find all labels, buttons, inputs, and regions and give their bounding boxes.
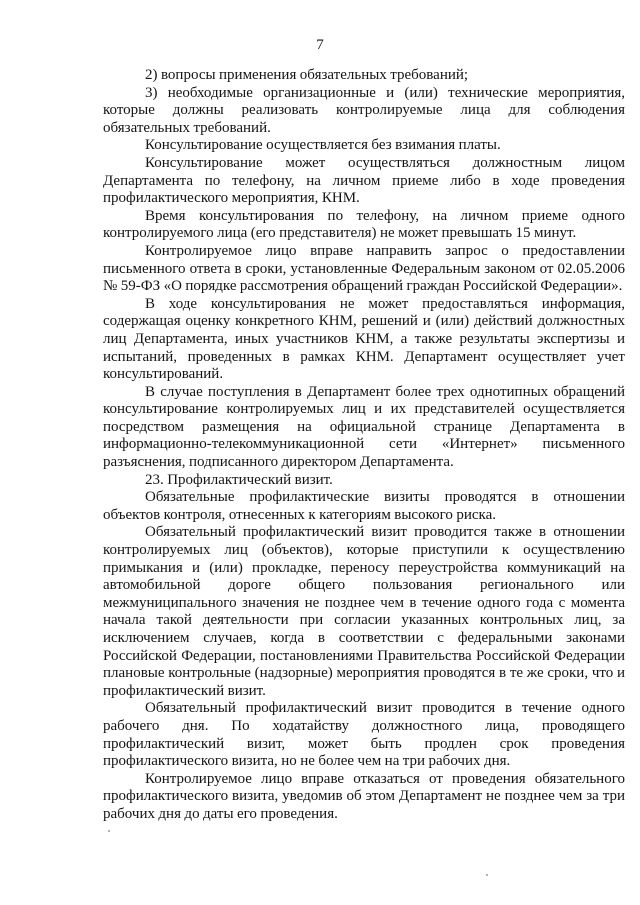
page-number: 7 [316, 37, 324, 53]
paragraph: В случае поступления в Департамент более трех однотипных обращений консультирование контролируемых лиц и их представителей осуществляется посредством размещения на официальной странице Департамента в информационно-телекоммуникационной сети «Интернет» письменного разъяснения, подписанного директором Департамента. [103, 383, 625, 471]
paragraph: Обязательные профилактические визиты проводятся в отношении объектов контроля, отнесенных к категориям высокого риска. [103, 489, 625, 523]
paragraph: Обязательный профилактический визит проводится в течение одного рабочего дня. По ходатайству должностного лица, проводящего профилактический визит, может быть продлен срок проведения профилактического визита, но не более чем на три рабочих дня. [103, 700, 625, 770]
paragraph: Время консультирования по телефону, на личном приеме одного контролируемого лица (его представителя) не может превышать 15 минут. [103, 207, 625, 242]
scan-speck [486, 874, 488, 876]
paragraph: В ходе консультирования не может предоставляться информация, содержащая оценку конкретного КНМ, решений и (или) действий должностных лиц Департамента, иных участников КНМ, а также результаты экспертизы и испытаний, проведенных в рамках КНМ. Департамент осуществляет учет консультирований. [103, 295, 625, 383]
paragraph: Контролируемое лицо вправе отказаться от проведения обязательного профилактического визита, уведомив об этом Департамент не позднее чем за три рабочих дня до даты его проведения. [103, 770, 625, 822]
section-heading: 23. Профилактический визит. [145, 471, 333, 488]
paragraph: 2) вопросы применения обязательных требований; [145, 67, 469, 83]
paragraph: Обязательный профилактический визит проводится также в отношении контролируемых лиц (объектов), которые приступили к осуществлению примыкания и (или) прокладке, переносу переустройства коммуникаций на автомобильной дороге общего пользования регионального или межмуниципального значения не позднее чем в течение одного года с момента начала такой деятельности при согласии указанных контрольных лиц, за исключением случаев, когда в соответствии с федеральными законами Российской Федерации, постановлениями Правительства Российской Федерации плановые контрольные (надзорные) мероприятия проводятся в те же сроки, что и профилактический визит. [103, 524, 625, 699]
document-body [103, 67, 625, 824]
paragraph: Консультирование может осуществляться должностным лицом Департамента по телефону, на личном приеме либо в ходе проведения профилактического мероприятия, КНМ. [103, 154, 625, 207]
paragraph: 3) необходимые организационные и (или) технические мероприятия, которые должны реализовать контролируемые лица для соблюдения обязательных требований. [103, 84, 625, 136]
scan-speck [108, 830, 110, 832]
paragraph: Контролируемое лицо вправе направить запрос о предоставлении письменного ответа в сроки, установленные Федеральным законом от 02.05.2006 № 59-ФЗ «О порядке рассмотрения обращений граждан Российской Федерации». [103, 242, 625, 295]
paragraph: Консультирование осуществляется без взимания платы. [145, 137, 501, 154]
